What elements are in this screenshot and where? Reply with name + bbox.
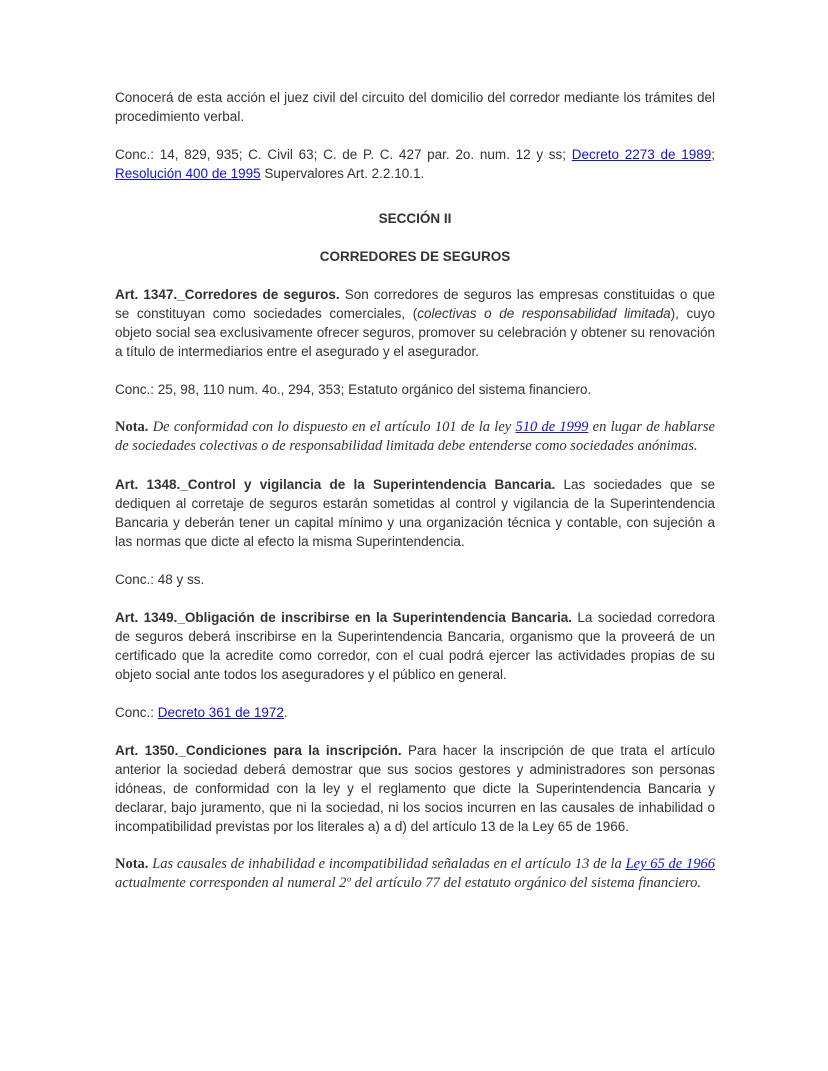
text-run: Art. 1348._Control y vigilancia de la Superintendencia Bancaria. — [115, 477, 556, 492]
text-run: en lugar de hablarse de sociedades colectivas o de responsabilidad limitada debe entenderse como sociedades anónimas. — [115, 419, 715, 454]
section-heading — [115, 247, 715, 266]
text-run: Conc.: 14, 829, 935; C. Civil 63; C. de P. C. 427 par. 2o. num. 12 y ss; — [115, 147, 572, 162]
document-link[interactable]: Decreto 2273 de 1989 — [571, 147, 712, 162]
body-paragraph — [115, 285, 715, 361]
text-run: Conc.: — [115, 705, 158, 720]
conc-paragraph — [115, 380, 715, 399]
text-run: ; — [711, 147, 715, 162]
text-run: Las causales de inhabilidad e incompatibilidad señaladas en el artículo 13 de la — [152, 856, 626, 872]
section-heading — [115, 209, 715, 228]
body-paragraph — [115, 608, 715, 684]
text-run: Nota. — [115, 419, 153, 435]
body-paragraph — [115, 741, 715, 836]
nota-paragraph — [115, 855, 715, 893]
text-run: Son corredores de seguros las empresas constituidas o que se constituyan como sociedades comerciales, ( — [115, 287, 715, 321]
text-run: SECCIÓN II — [378, 211, 452, 226]
document-link[interactable]: Ley 65 de 1966 — [625, 856, 715, 872]
text-run: Nota. — [115, 856, 153, 872]
text-run: La sociedad corredora de seguros deberá inscribirse en la Superintendencia Bancaria, organismo que la proveerá de un certificado que la acredite como corredor, con el cual podrá ejercer las actividades propias de su objeto social ante todos los aseguradores y el público en general. — [115, 610, 715, 682]
text-run: Supervalores Art. 2.2.10.1. — [260, 166, 425, 181]
conc-paragraph — [115, 703, 715, 722]
text-run: colectivas o de responsabilidad limitada — [417, 306, 671, 321]
text-run: Art. 1347._Corredores de seguros. — [115, 287, 340, 302]
text-run: Art. 1349._Obligación de inscribirse en la Superintendencia Bancaria. — [115, 610, 573, 625]
body-paragraph — [115, 88, 715, 126]
text-run: CORREDORES DE SEGUROS — [319, 249, 511, 264]
text-run: ), cuyo objeto social sea exclusivamente ofrecer seguros, promover su celebración y obtener su renovación a título de intermediarios entre el asegurado y el asegurador. — [115, 306, 715, 359]
conc-paragraph — [115, 570, 715, 589]
text-run: Las sociedades que se dediquen al corretaje de seguros estarán sometidas al control y vigilancia de la Superintendencia Bancaria y deberán tener un capital mínimo y una organización técnica y contable, con sujeción a las normas que dicte al efecto la misma Superintendencia. — [115, 477, 715, 549]
text-run: Conocerá de esta acción el juez civil del circuito del domicilio del corredor mediante los trámites del procedimiento verbal. — [115, 90, 715, 124]
nota-paragraph — [115, 418, 715, 456]
text-run: Conc.: 48 y ss. — [115, 572, 205, 587]
document-content — [115, 88, 715, 912]
text-run: actualmente corresponden al numeral 2º del artículo 77 del estatuto orgánico del sistema financiero. — [115, 875, 702, 891]
document-link[interactable]: Resolución 400 de 1995 — [115, 166, 261, 181]
text-run: Para hacer la inscripción de que trata el artículo anterior la sociedad deberá demostrar que sus socios gestores y administradores son personas idóneas, de conformidad con la ley y el reglamento que dicte la Superintendencia Bancaria y declarar, bajo juramento, que ni la sociedad, ni los socios incurren en las causales de inhabilidad o incompatibilidad previstas por los literales a) a d) del artículo 13 de la Ley 65 de 1966. — [115, 743, 715, 834]
text-run: Art. 1350._Condiciones para la inscripción. — [115, 743, 402, 758]
body-paragraph — [115, 475, 715, 551]
text-run: De conformidad con lo dispuesto en el artículo 101 de la ley — [152, 419, 516, 435]
text-run: Conc.: 25, 98, 110 num. 4o., 294, 353; Estatuto orgánico del sistema financiero. — [115, 382, 592, 397]
text-run: . — [283, 705, 288, 720]
document-link[interactable]: Decreto 361 de 1972 — [157, 705, 284, 720]
conc-paragraph — [115, 145, 715, 183]
document-link[interactable]: 510 de 1999 — [515, 419, 589, 435]
